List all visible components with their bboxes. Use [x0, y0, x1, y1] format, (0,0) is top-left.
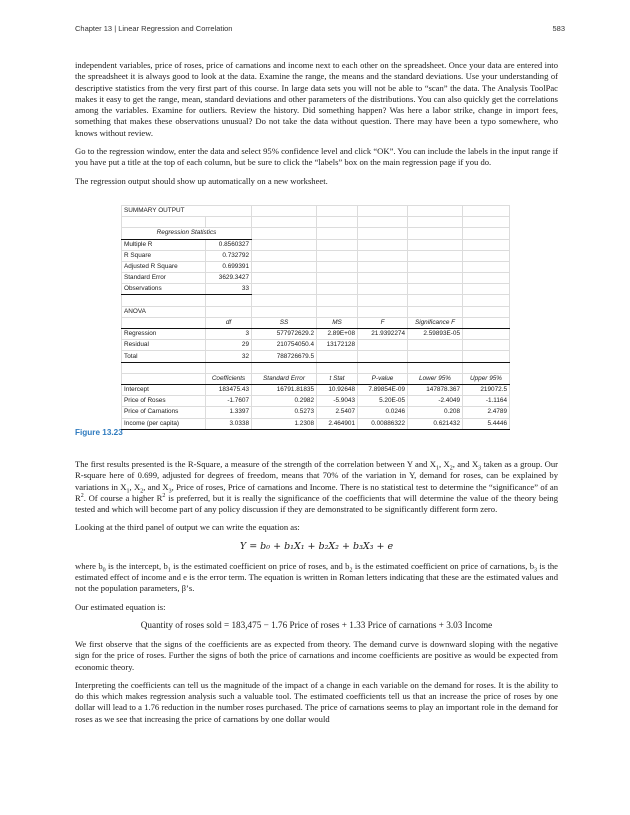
- reg-stat-label: Multiple R: [122, 239, 206, 250]
- coefficients-header-row: [122, 373, 510, 384]
- anova-cell: [408, 351, 463, 362]
- reg-stat-value: 0.732792: [206, 250, 252, 261]
- anova-cell: 3: [206, 329, 252, 340]
- coefficient-row-label: Intercept: [122, 384, 206, 395]
- coefficient-cell: 0.0246: [358, 407, 408, 418]
- anova-cell: 2.89E+08: [317, 329, 358, 340]
- anova-cell: 21.9392274: [358, 329, 408, 340]
- coefficient-cell: 16791.81835: [252, 384, 317, 395]
- coefficient-cell: 10.92648: [317, 384, 358, 395]
- coefficient-cell: 2.5407: [317, 407, 358, 418]
- anova-column-header: SS: [252, 317, 317, 328]
- coefficients-column-header: t Stat: [317, 373, 358, 384]
- reg-stat-label: Standard Error: [122, 273, 206, 284]
- coefficients-column-header: Coefficients: [206, 373, 252, 384]
- anova-row: [122, 340, 510, 351]
- reg-stat-value: 0.699391: [206, 261, 252, 272]
- regression-output-spreadsheet: [121, 205, 509, 427]
- coefficient-cell: 7.89854E-09: [358, 384, 408, 395]
- regression-table: [121, 205, 510, 430]
- coefficient-cell: -1.7607: [206, 396, 252, 407]
- coefficient-cell: 3.0338: [206, 418, 252, 429]
- coefficient-cell: 147878.367: [408, 384, 463, 395]
- anova-cell: [358, 340, 408, 351]
- general-equation: Y = b₀ + b₁X₁ + b₂X₂ + b₃X₃ + e: [239, 540, 394, 552]
- estimated-equation: Quantity of roses sold = 183,475 − 1.76 Price of roses + 1.33 Price of carnations + 3.03 Income: [140, 619, 493, 630]
- coefficients-column-header: P-value: [358, 373, 408, 384]
- coefficients-column-header: Standard Error: [252, 373, 317, 384]
- coefficient-cell: 183475.43: [206, 384, 252, 395]
- coefficient-cell: -1.1164: [463, 396, 510, 407]
- reg-stat-row: [122, 261, 510, 272]
- paragraph-3: The regression output should show up automatically on a new worksheet.: [75, 175, 328, 186]
- coefficient-cell: 0.208: [408, 407, 463, 418]
- paragraph-2: Go to the regression window, enter the data and select 95% confidence level and click “OK”. You can include the labels in the input range if you have put a title at the top of each column, but be sure to click the “labels” box on the main regression page if you do.: [75, 146, 558, 168]
- figure-caption: Figure 13.23: [75, 427, 123, 437]
- coefficient-cell: 2.464901: [317, 418, 358, 429]
- coefficients-row: [122, 384, 510, 395]
- anova-column-header: F: [358, 317, 408, 328]
- coefficient-cell: 0.5273: [252, 407, 317, 418]
- reg-stat-row: [122, 273, 510, 284]
- reg-stat-row: [122, 239, 510, 250]
- anova-cell: [317, 351, 358, 362]
- paragraph-8: We first observe that the signs of the coefficients are as expected from theory. The demand curve is downward sloping with the negative sign for the price of roses. Further the signs of both the price of carnations and income coefficients are positive as would be expected from economic theory.: [75, 638, 558, 672]
- page-number: 583: [552, 24, 565, 33]
- regression-statistics-title: Regression Statistics: [122, 228, 252, 239]
- anova-cell: 788726679.5: [252, 351, 317, 362]
- anova-cell: [408, 340, 463, 351]
- anova-cell: 13172128: [317, 340, 358, 351]
- coefficient-cell: 2.4789: [463, 407, 510, 418]
- coefficient-row-label: Price of Carnations: [122, 407, 206, 418]
- reg-stat-row: [122, 284, 510, 295]
- coefficient-cell: -5.9043: [317, 396, 358, 407]
- anova-row-label: Regression: [122, 329, 206, 340]
- page-content: [75, 60, 558, 732]
- reg-stat-label: Adjusted R Square: [122, 261, 206, 272]
- paragraph-9: Interpreting the coefficients can tell us the magnitude of the impact of a change in each variable on the demand for roses. It is the ability to do this which makes regression analysis such a valuable tool. The estimated coefficients tell us that an increase the price of roses by one dollar will lead to a 1.76 reduction in the number roses purchased. The price of carnations seems to play an important role in the demand for roses as we see that increasing the price of carnations by one dollar would: [75, 679, 558, 724]
- reg-stat-value: 0.8560327: [206, 239, 252, 250]
- anova-column-header: Significance F: [408, 317, 463, 328]
- reg-stat-label: R Square: [122, 250, 206, 261]
- paragraph-4: The first results presented is the R-Square, a measure of the strength of the correlation between Y and $X_1$, $X_2$, and $X_3$ taken as a group. Our R-square here of 0.699, adjusted for degrees of freedom, means that 70% of the variation in Y, demand for roses, can be explained by variations in $X_1$, $X_2$, and $X_3$, Price of roses, Price of carnations and Income. There is no statistical test to determine the “significance” of an $R^2$. Of course a higher $R^2$ is preferred, but it is really the significance of the coefficients that will determine the value of the theory being tested and which will become part of any policy discussion if they are demonstrated to be significantly different form zero.: [75, 458, 559, 515]
- coefficient-cell: 1.2308: [252, 418, 317, 429]
- coefficient-cell: 5.4446: [463, 418, 510, 429]
- anova-cell: 2.59893E-05: [408, 329, 463, 340]
- anova-cell: 210754050.4: [252, 340, 317, 351]
- anova-column-header: df: [206, 317, 252, 328]
- coefficients-column-header: Lower 95%: [408, 373, 463, 384]
- anova-row: [122, 351, 510, 362]
- anova-row-label: Residual: [122, 340, 206, 351]
- paragraph-5: Looking at the third panel of output we can write the equation as:: [75, 522, 300, 533]
- reg-stat-value: 33: [206, 284, 252, 295]
- anova-column-header: MS: [317, 317, 358, 328]
- chapter-title: Chapter 13 | Linear Regression and Correlation: [75, 24, 233, 33]
- reg-stat-row: [122, 250, 510, 261]
- coefficient-cell: 0.2982: [252, 396, 317, 407]
- anova-cell: 29: [206, 340, 252, 351]
- paragraph-7: Our estimated equation is:: [75, 601, 166, 612]
- coefficient-row-label: Price of Roses: [122, 396, 206, 407]
- coefficient-cell: 0.00886322: [358, 418, 408, 429]
- coefficient-cell: 219072.5: [463, 384, 510, 395]
- coefficient-cell: 5.20E-05: [358, 396, 408, 407]
- coefficient-cell: -2.4049: [408, 396, 463, 407]
- coefficient-cell: 1.3397: [206, 407, 252, 418]
- coefficients-row: [122, 396, 510, 407]
- reg-stat-value: 3629.3427: [206, 273, 252, 284]
- paragraph-6: where $b_0$ is the intercept, $b_1$ is the estimated coefficient on price of roses, and $b_2$ is the estimated coefficient on price of carnations, $b_3$ is the estimated effect of income and e is the error term. The equation is written in Roman letters indicating that these are the estimated values and not the population parameters, β’s.: [75, 560, 558, 594]
- reg-stat-label: Observations: [122, 284, 206, 295]
- coefficients-row: [122, 418, 510, 429]
- coefficients-row: [122, 407, 510, 418]
- anova-cell: 577972629.2: [252, 329, 317, 340]
- summary-title: SUMMARY OUTPUT: [122, 205, 252, 216]
- coefficient-row-label: Income (per capita): [122, 418, 206, 429]
- coefficient-cell: 0.621432: [408, 418, 463, 429]
- paragraph-1: independent variables, price of roses, price of carnations and income next to each other on the spreadsheet. Once your data are entered into the spreadsheet it is always good to look at the data. Examine the range, the means and the standard deviations. Use your understanding of descriptive statistics from the very first part of this course. In large data sets you will not be able to “scan” the data. The Analysis ToolPac makes it easy to get the range, mean, standard deviations and other parameters of the distributions. You can also quickly get the correlations among the variables. Examine for outliers. Review the history. Did something happen? Was here a labor strike, change in import fees, something that makes these observations unusual? Do not take the data without question. There may have been a typo somewhere, who knows without review.: [75, 60, 558, 138]
- anova-cell: 32: [206, 351, 252, 362]
- anova-header-row: [122, 317, 510, 328]
- anova-row: [122, 329, 510, 340]
- anova-title: ANOVA: [122, 306, 206, 317]
- coefficients-column-header: Upper 95%: [463, 373, 510, 384]
- anova-row-label: Total: [122, 351, 206, 362]
- anova-cell: [358, 351, 408, 362]
